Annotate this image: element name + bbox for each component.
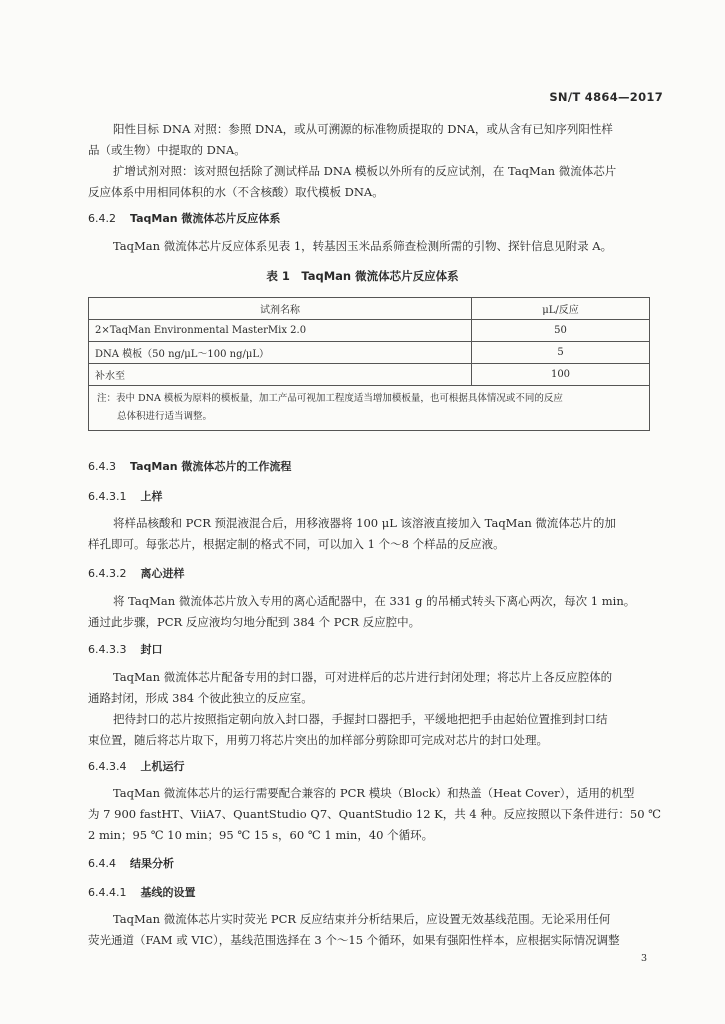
section-title: 上样: [140, 490, 163, 503]
section-number: 6.4.3: [88, 460, 116, 473]
text-line: 通过此步骤，PCR 反应液均匀地分配到 384 个 PCR 反应腔中。: [88, 615, 421, 629]
section-title: 上机运行: [140, 760, 185, 773]
section-heading-6-4-4-1: [88, 884, 195, 900]
text-line: 扩增试剂对照：该对照包括除了测试样品 DNA 模板以外所有的反应试剂，在 TaqMan 微流体芯片: [113, 164, 617, 178]
text-line: 把待封口的芯片按照指定朝向放入封口器，手握封口器把手，平缓地把把手由起始位置推到封口结: [113, 712, 608, 726]
paragraph-6-4-3-4: [88, 783, 662, 846]
text-line: 束位置，随后将芯片取下，用剪刀将芯片突出的加样部分剪除即可完成对芯片的封口处理。: [88, 733, 548, 747]
section-heading-6-4-4: [88, 855, 174, 871]
paragraph-positive-control: [88, 119, 650, 161]
paragraph-6-4-2: [88, 236, 650, 257]
text-line: 品（或生物）中提取的 DNA。: [88, 143, 246, 157]
section-title: 结果分析: [130, 857, 174, 870]
text-line: 荧光通道（FAM 或 VIC），基线范围选择在 3 个～15 个循环，如果有强阳性样本，应根据实际情况调整: [88, 933, 620, 947]
note-line: 总体积进行适当调整。: [117, 411, 213, 422]
text-line: 样孔即可。每张芯片，根据定制的格式不同，可以加入 1 个～8 个样品的反应液。: [88, 537, 505, 551]
table-note: [89, 386, 650, 431]
section-title: TaqMan 微流体芯片的工作流程: [130, 460, 292, 473]
table-cell: DNA 模板（50 ng/μL～100 ng/μL）: [89, 342, 472, 364]
text-line: 阳性目标 DNA 对照：参照 DNA，或从可溯源的标准物质提取的 DNA，或从含有已知序列阳性样: [113, 122, 613, 136]
section-number: 6.4.4.1: [88, 886, 127, 899]
table-header-row: [89, 298, 650, 320]
section-title: TaqMan 微流体芯片反应体系: [130, 212, 281, 225]
paragraph-6-4-3-1: [88, 513, 650, 555]
table-row: [89, 364, 650, 386]
section-heading-6-4-3-1: [88, 488, 162, 504]
reaction-system-table: [88, 297, 650, 431]
table-note-row: [89, 386, 650, 431]
standard-number: SN/T 4864—2017: [549, 90, 663, 104]
text-line: TaqMan 微流体芯片的运行需要配合兼容的 PCR 模块（Block）和热盖（Heat Cover），适用的机型: [113, 786, 635, 800]
table-cell: 5: [472, 342, 650, 364]
text-line: 2 min；95 ℃ 10 min；95 ℃ 15 s，60 ℃ 1 min，40 个循环。: [88, 828, 434, 842]
column-header: 试剂名称: [89, 298, 472, 320]
text-line: 将样品核酸和 PCR 预混液混合后，用移液器将 100 μL 该溶液直接加入 TaqMan 微流体芯片的加: [113, 516, 616, 530]
section-heading-6-4-3-4: [88, 758, 184, 774]
text-line: 为 7 900 fastHT、ViiA7、QuantStudio Q7、QuantStudio 12 K，共 4 种。反应按照以下条件进行：50 ℃: [88, 807, 662, 821]
section-number: 6.4.3.2: [88, 567, 127, 580]
text-line: 将 TaqMan 微流体芯片放入专用的离心适配器中，在 331 g 的吊桶式转头下离心两次，每次 1 min。: [113, 594, 636, 608]
table-cell: 2×TaqMan Environmental MasterMix 2.0: [89, 320, 472, 342]
text-line: TaqMan 微流体芯片实时荧光 PCR 反应结束并分析结果后，应设置无效基线范围。无论采用任何: [113, 912, 611, 926]
column-header: μL/反应: [472, 298, 650, 320]
paragraph-6-4-3-3-a: [88, 667, 650, 709]
section-number: 6.4.3.1: [88, 490, 127, 503]
text-line: 通路封闭，形成 384 个彼此独立的反应室。: [88, 691, 313, 705]
paragraph-6-4-4-1: [88, 909, 650, 951]
section-heading-6-4-3-2: [88, 565, 184, 581]
section-title: 离心进样: [140, 567, 185, 580]
paragraph-6-4-3-2: [88, 591, 650, 633]
table-row: [89, 342, 650, 364]
paragraph-6-4-3-3-b: [88, 709, 650, 751]
paragraph-amplification-control: [88, 161, 650, 203]
section-heading-6-4-2: [88, 210, 280, 226]
text-line: 反应体系中用相同体积的水（不含核酸）取代模板 DNA。: [88, 185, 384, 199]
section-number: 6.4.4: [88, 857, 116, 870]
text-line: TaqMan 微流体芯片配备专用的封口器，可对进样后的芯片进行封闭处理；将芯片上各反应腔体的: [113, 670, 613, 684]
table-cell: 100: [472, 364, 650, 386]
section-title: 基线的设置: [140, 886, 196, 899]
table-cell: 补水至: [89, 364, 472, 386]
section-number: 6.4.3.3: [88, 643, 127, 656]
table-caption: 表 1 TaqMan 微流体芯片反应体系: [266, 269, 459, 283]
table-cell: 50: [472, 320, 650, 342]
section-heading-6-4-3: [88, 458, 291, 474]
section-number: 6.4.3.4: [88, 760, 127, 773]
text-line: TaqMan 微流体芯片反应体系见表 1，转基因玉米品系筛查检测所需的引物、探针信息见附录 A。: [113, 239, 613, 253]
section-number: 6.4.2: [88, 212, 116, 225]
note-line: 注：表中 DNA 模板为原料的模板量，加工产品可视加工程度适当增加模板量，也可根据具体情况或不同的反应: [97, 393, 563, 404]
page-number: 3: [640, 953, 647, 964]
section-heading-6-4-3-3: [88, 641, 162, 657]
section-title: 封口: [140, 643, 163, 656]
table-row: [89, 320, 650, 342]
